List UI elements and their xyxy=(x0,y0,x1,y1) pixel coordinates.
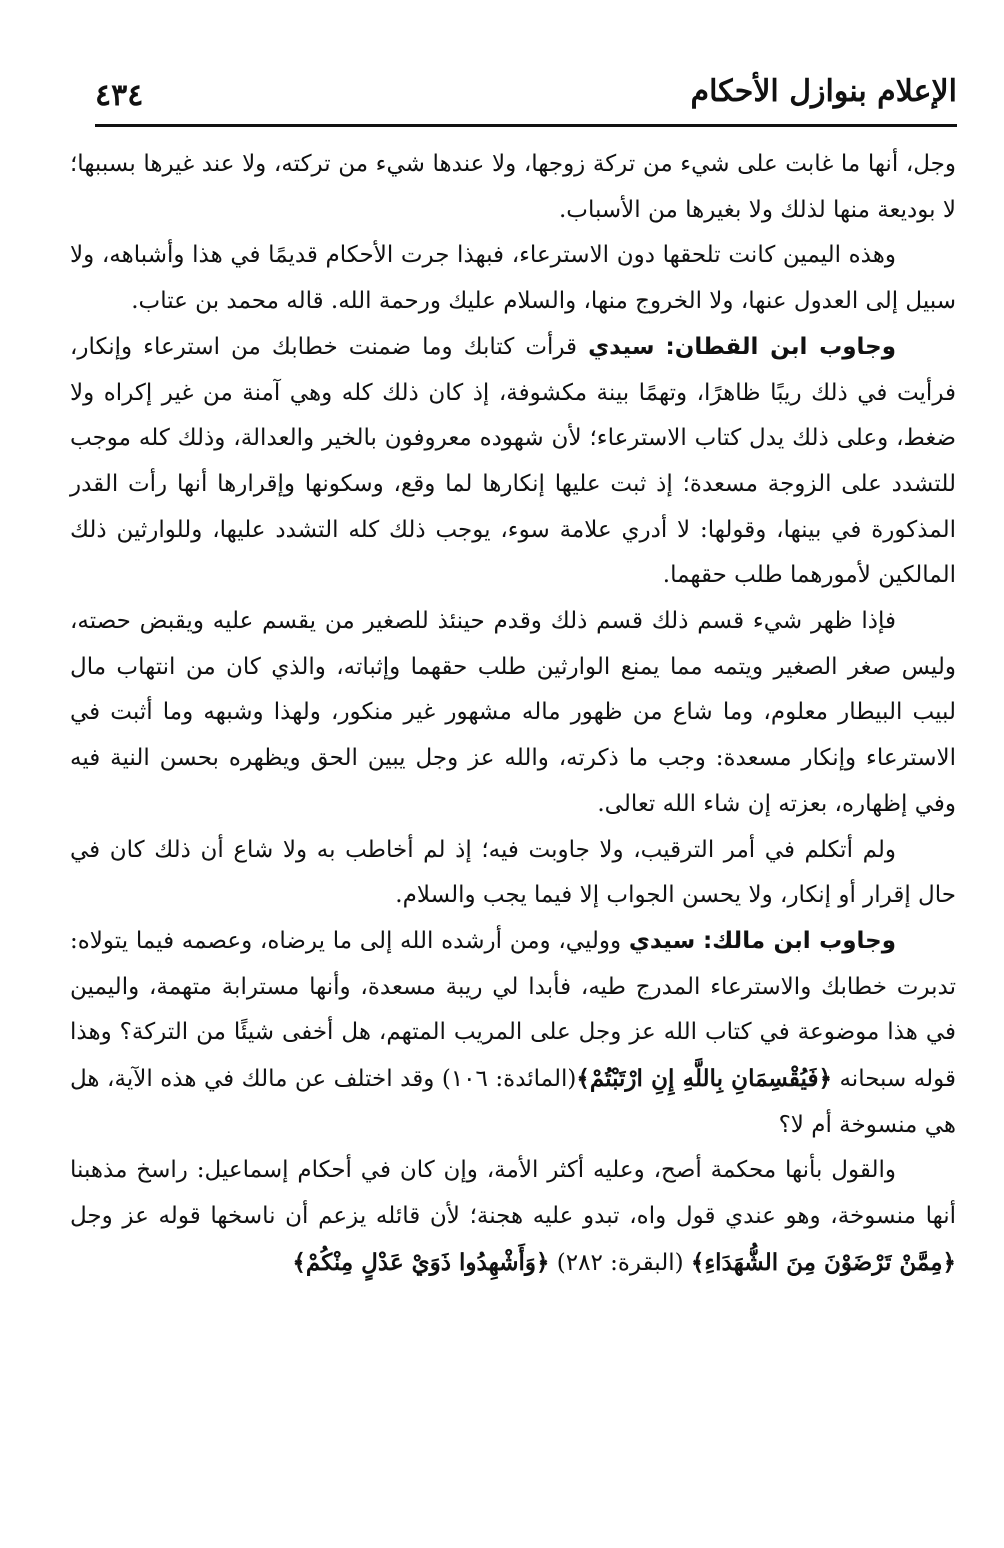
page-number: ٤٣٤ xyxy=(95,78,144,113)
paragraph-6-text-a: ووليي، ومن أرشده الله إلى ما يرضاه، وعصمه فيما يتولاه: تدبرت خطابك والاسترعاء المدرج طيه، فأبدا لي ريبة مسعدة، وأنها مسترابة متهمة، واليمين في هذا موضوعة في كتاب الله عز وجل على المريب المتهم، هل أخفى شيئًا من التركة؟ وهذا قوله سبحانه xyxy=(70,927,956,1093)
header-rule xyxy=(95,124,957,127)
paragraph-3-text: قرأت كتابك وما ضمنت خطابك من استرعاء وإنكار، فرأيت في ذلك ريبًا ظاهرًا، وتهمًا بينة مكشوفة، إذ كان ذلك كله وهي آمنة من غير إكراه ولا ضغط، وعلى ذلك يدل كتاب الاسترعاء؛ لأن شهوده معروفون بالخير والعدالة، وذلك كله موجب للتشدد على الزوجة مسعدة؛ إذ ثبت عليها إنكارها لما وقع، وسكونها وإقرارها أنها رأت القدر المذكورة في بينها، وقولها: لا أدري علامة سوء، يوجب ذلك كله التشدد عليها، وللوارثين ذلك المالكين لأمورهما طلب حقهما. xyxy=(70,333,956,589)
paragraph-6-text-b: (المائدة: ١٠٦) وقد اختلف عن مالك في هذه الآية، هل هي منسوخة أم لا؟ xyxy=(70,1066,956,1138)
quran-verse: ﴿مِمَّنْ تَرْضَوْنَ مِنَ الشُّهَدَاءِ﴾ xyxy=(690,1248,956,1276)
respondent-name: وجاوب ابن مالك: xyxy=(702,927,897,954)
paragraph-5: ولم أتكلم في أمر الترقيب، ولا جاوبت فيه؛ إذ لم أخاطب به ولا شاع أن ذلك كان في حال إقرار أو إنكار، ولا يحسن الجواب إلا فيما يجب والسلام. xyxy=(70,836,956,909)
paragraph-2: وهذه اليمين كانت تلحقها دون الاسترعاء، فبهذا جرت الأحكام قديمًا في هذا وأشباهه، ولا سبيل إلى العدول عنها، ولا الخروج منها، والسلام عليك ورحمة الله. قاله محمد بن عتاب. xyxy=(70,242,956,315)
address-word: سيدي xyxy=(588,333,655,360)
quran-verse: ﴿وَأَشْهِدُوا ذَوَيْ عَدْلٍ مِنْكُمْ﴾ xyxy=(292,1248,550,1276)
paragraph-4: فإذا ظهر شيء قسم ذلك قسم ذلك وقدم حينئذ للصغير من يقسم عليه ويقبض حصته، وليس صغر الصغير ويتمه مما يمنع الوارثين طلب حقهما وإثباته، والذي كان من انتهاب مال لبيب البيطار معلوم، وما شاع من ظهور ماله مشهور غير منكور، ولهذا وشبهه وما أثبت في الاسترعاء وإنكار مسعدة: وجب ما ذكرته، والله عز وجل يبين الحق ويظهره بحسن النية فيه وفي إظهاره، بعزته إن شاء الله تعالى. xyxy=(70,608,956,817)
verse-reference: (البقرة: ٢٨٢) xyxy=(556,1249,684,1276)
paragraph-7 xyxy=(70,1148,956,1286)
page-body xyxy=(70,142,956,1287)
paragraph-3 xyxy=(70,325,956,599)
quran-verse: ﴿فَيُقْسِمَانِ بِاللَّهِ إِنِ ارْتَبْتُمْ﴾ xyxy=(576,1065,832,1093)
paragraph-7-text: والقول بأنها محكمة أصح، وعليه أكثر الأمة، وإن كان في أحكام إسماعيل: راسخ مذهبنا أنها منسوخة، وهو عندي قول واه، تبدو عليه هجنة؛ لأن قائله يزعم أن ناسخها قوله عز وجل xyxy=(70,1157,956,1230)
respondent-name: وجاوب ابن القطان: xyxy=(665,333,897,360)
page-header xyxy=(95,60,957,122)
running-title: الإعلام بنوازل الأحكام xyxy=(690,74,957,109)
paragraph-6 xyxy=(70,919,956,1149)
paragraph-1: وجل، أنها ما غابت على شيء من تركة زوجها، ولا عندها شيء من تركته، ولا عند غيرها بسببها؛ لا بوديعة منها لذلك ولا بغيرها من الأسباب. xyxy=(70,151,956,223)
address-word: سيدي xyxy=(628,927,696,954)
